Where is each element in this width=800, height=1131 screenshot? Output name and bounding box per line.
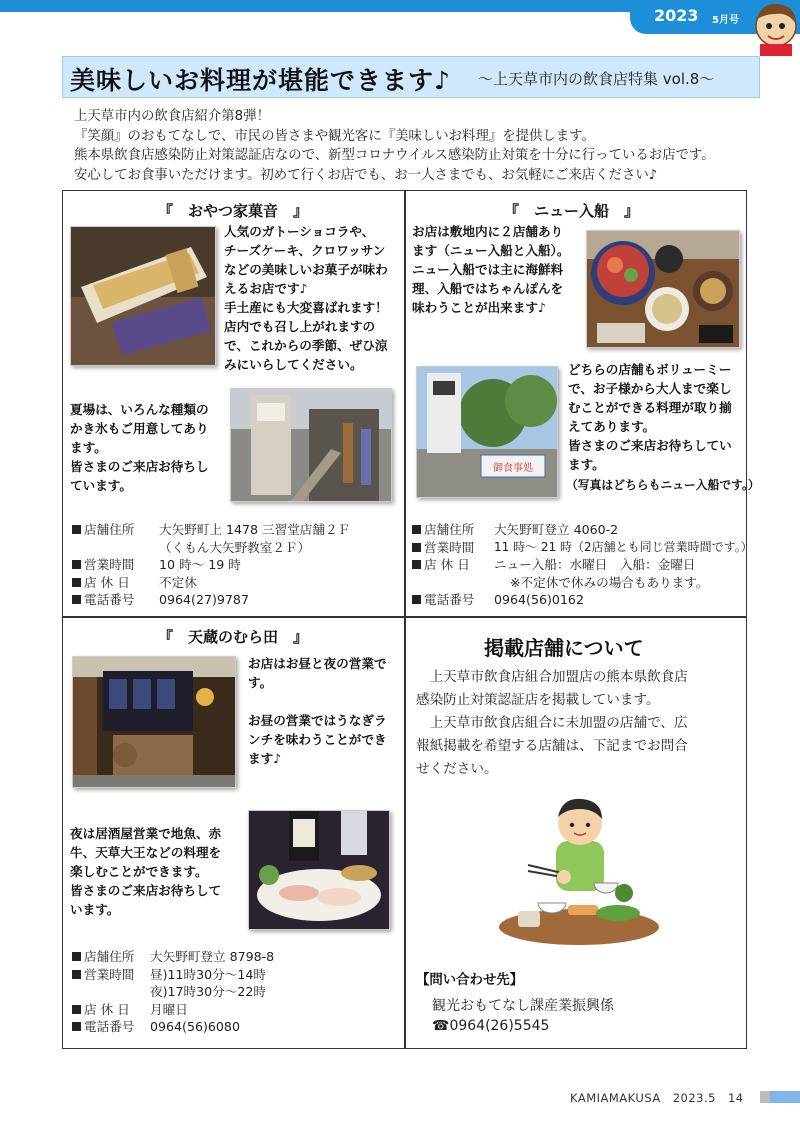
shop3-info: 店舗住所 大矢野町登立 8798-8 営業時間 昼)11時30分～14時 夜)17時30分～22時 店 休 日 月曜日 電話番号 0964(56)6080 (72, 948, 402, 1036)
shop1-description-2: 夏場は、いろんな種類の かき氷もご用意してあり ます。 皆さまのご来店お待ちし ています。 (70, 402, 209, 493)
shop3-description-2: 夜は居酒屋営業で地魚、赤 牛、天草大王などの料理を 楽しむことができます。 皆さまのご来店お待ちして います。 (70, 826, 222, 917)
shop1-info: 店舗住所 大矢野町上 1478 三習堂店舗２Ｆ （くもん大矢野教室２Ｆ） 営業時間 10 時～ 19 時 店 休 日 不定休 電話番号 0964(27)9787 (72, 521, 402, 609)
shop3-photo-entrance (72, 656, 236, 788)
page-subtitle: ～上天草市内の飲食店特集 vol.8～ (478, 70, 715, 88)
shop2-info: 店舗住所 大矢野町登立 4060-2 営業時間 11 時～ 21 時（2店舗とも同じ営業時間です。） 店 休 日 ニュー入船：水曜日 入船：金曜日 ※不定休で休みの場合もあります。 電話番号 0964(56)0162 (412, 521, 747, 609)
shop1-photo-cake (70, 226, 216, 366)
shop2-photo-note: （写真はどちらもニュー入船です。） (566, 478, 760, 492)
shop2-name: 『 ニュー入船 』 (504, 202, 640, 220)
shop1-name: 『 おやつ家菓音 』 (158, 202, 309, 220)
dining-person-illustration (498, 795, 660, 950)
shop2-sign-text: 御食事処 (493, 463, 533, 474)
contact-heading: 【問い合わせ先】 (416, 973, 524, 988)
footer-bar-blue (770, 1091, 800, 1103)
shop2-photo-storefront (416, 366, 558, 498)
shop1-description: 人気のガトーショコラや、 チーズケーキ、クロワッサン などの美味しいお菓子が味わ えるお店です♪ 手土産にも大変喜ばれます！ 店内でも召し上がれますの で、これからの季節、ぜひ涼 みにいらしてください。 (224, 224, 388, 372)
contact-department: 観光おもてなし課産業振興係 (432, 998, 614, 1014)
notice-body: 上天草市飲食店組合加盟店の熊本県飲食店 感染防止対策認証店を掲載しています。 上天草市飲食店組合に未加盟の店舗で、広 報紙掲載を希望する店舗は、下記までお問合 せください。 (416, 669, 688, 777)
shop3-photo-dishes (248, 810, 390, 930)
page-footer: KAMIAMAKUSA 2023.5 14 (570, 1091, 744, 1105)
issue-year: 2023 (654, 6, 699, 25)
shop3-description: お店はお昼と夜の営業で す。 お昼の営業ではうなぎラ ンチを味わうことができ ます♪ (248, 656, 387, 766)
issue-month: 5月号 (712, 15, 739, 26)
grid-divider-horizontal (62, 616, 747, 618)
shop2-photo-food (586, 230, 740, 348)
contact-phone: ☎0964(26)5545 (432, 1018, 550, 1034)
grid-divider-vertical (404, 190, 406, 1049)
shop1-photo-storefront (230, 388, 392, 502)
intro-text: 上天草市内の飲食店紹介第8弾！ 『笑顔』のおもてなしで、市民の皆さまや観光客に『美味しいお料理』を提供します。 熊本県飲食店感染防止対策認証店なので、新型コロナウイルス感染防止対策を十分に行っているお店です。 安心してお食事いただけます。初めて行くお店でも、お一人さまでも、お気軽にご来店ください♪ (74, 109, 715, 183)
shop2-description-2: どちらの店舗もボリューミー で、お子様から大人まで楽し むことができる料理が取り揃 えてあります。 皆さまのご来店お待ちしてい ます。 (568, 362, 732, 472)
notice-title: 掲載店舗について (484, 636, 644, 660)
page-title: 美味しいお料理が堪能できます♪ (70, 66, 451, 95)
shop2-description: お店は敷地内に２店舗あり ます（ニュー入船と入船）。 ニュー入船では主に海鮮料 理、入船ではちゃんぽんを 味わうことが出来ます♪ (412, 224, 570, 315)
mascot-icon (748, 0, 800, 56)
shop3-name: 『 天蔵のむら田 』 (158, 628, 309, 646)
footer-bar-grey (760, 1091, 770, 1103)
